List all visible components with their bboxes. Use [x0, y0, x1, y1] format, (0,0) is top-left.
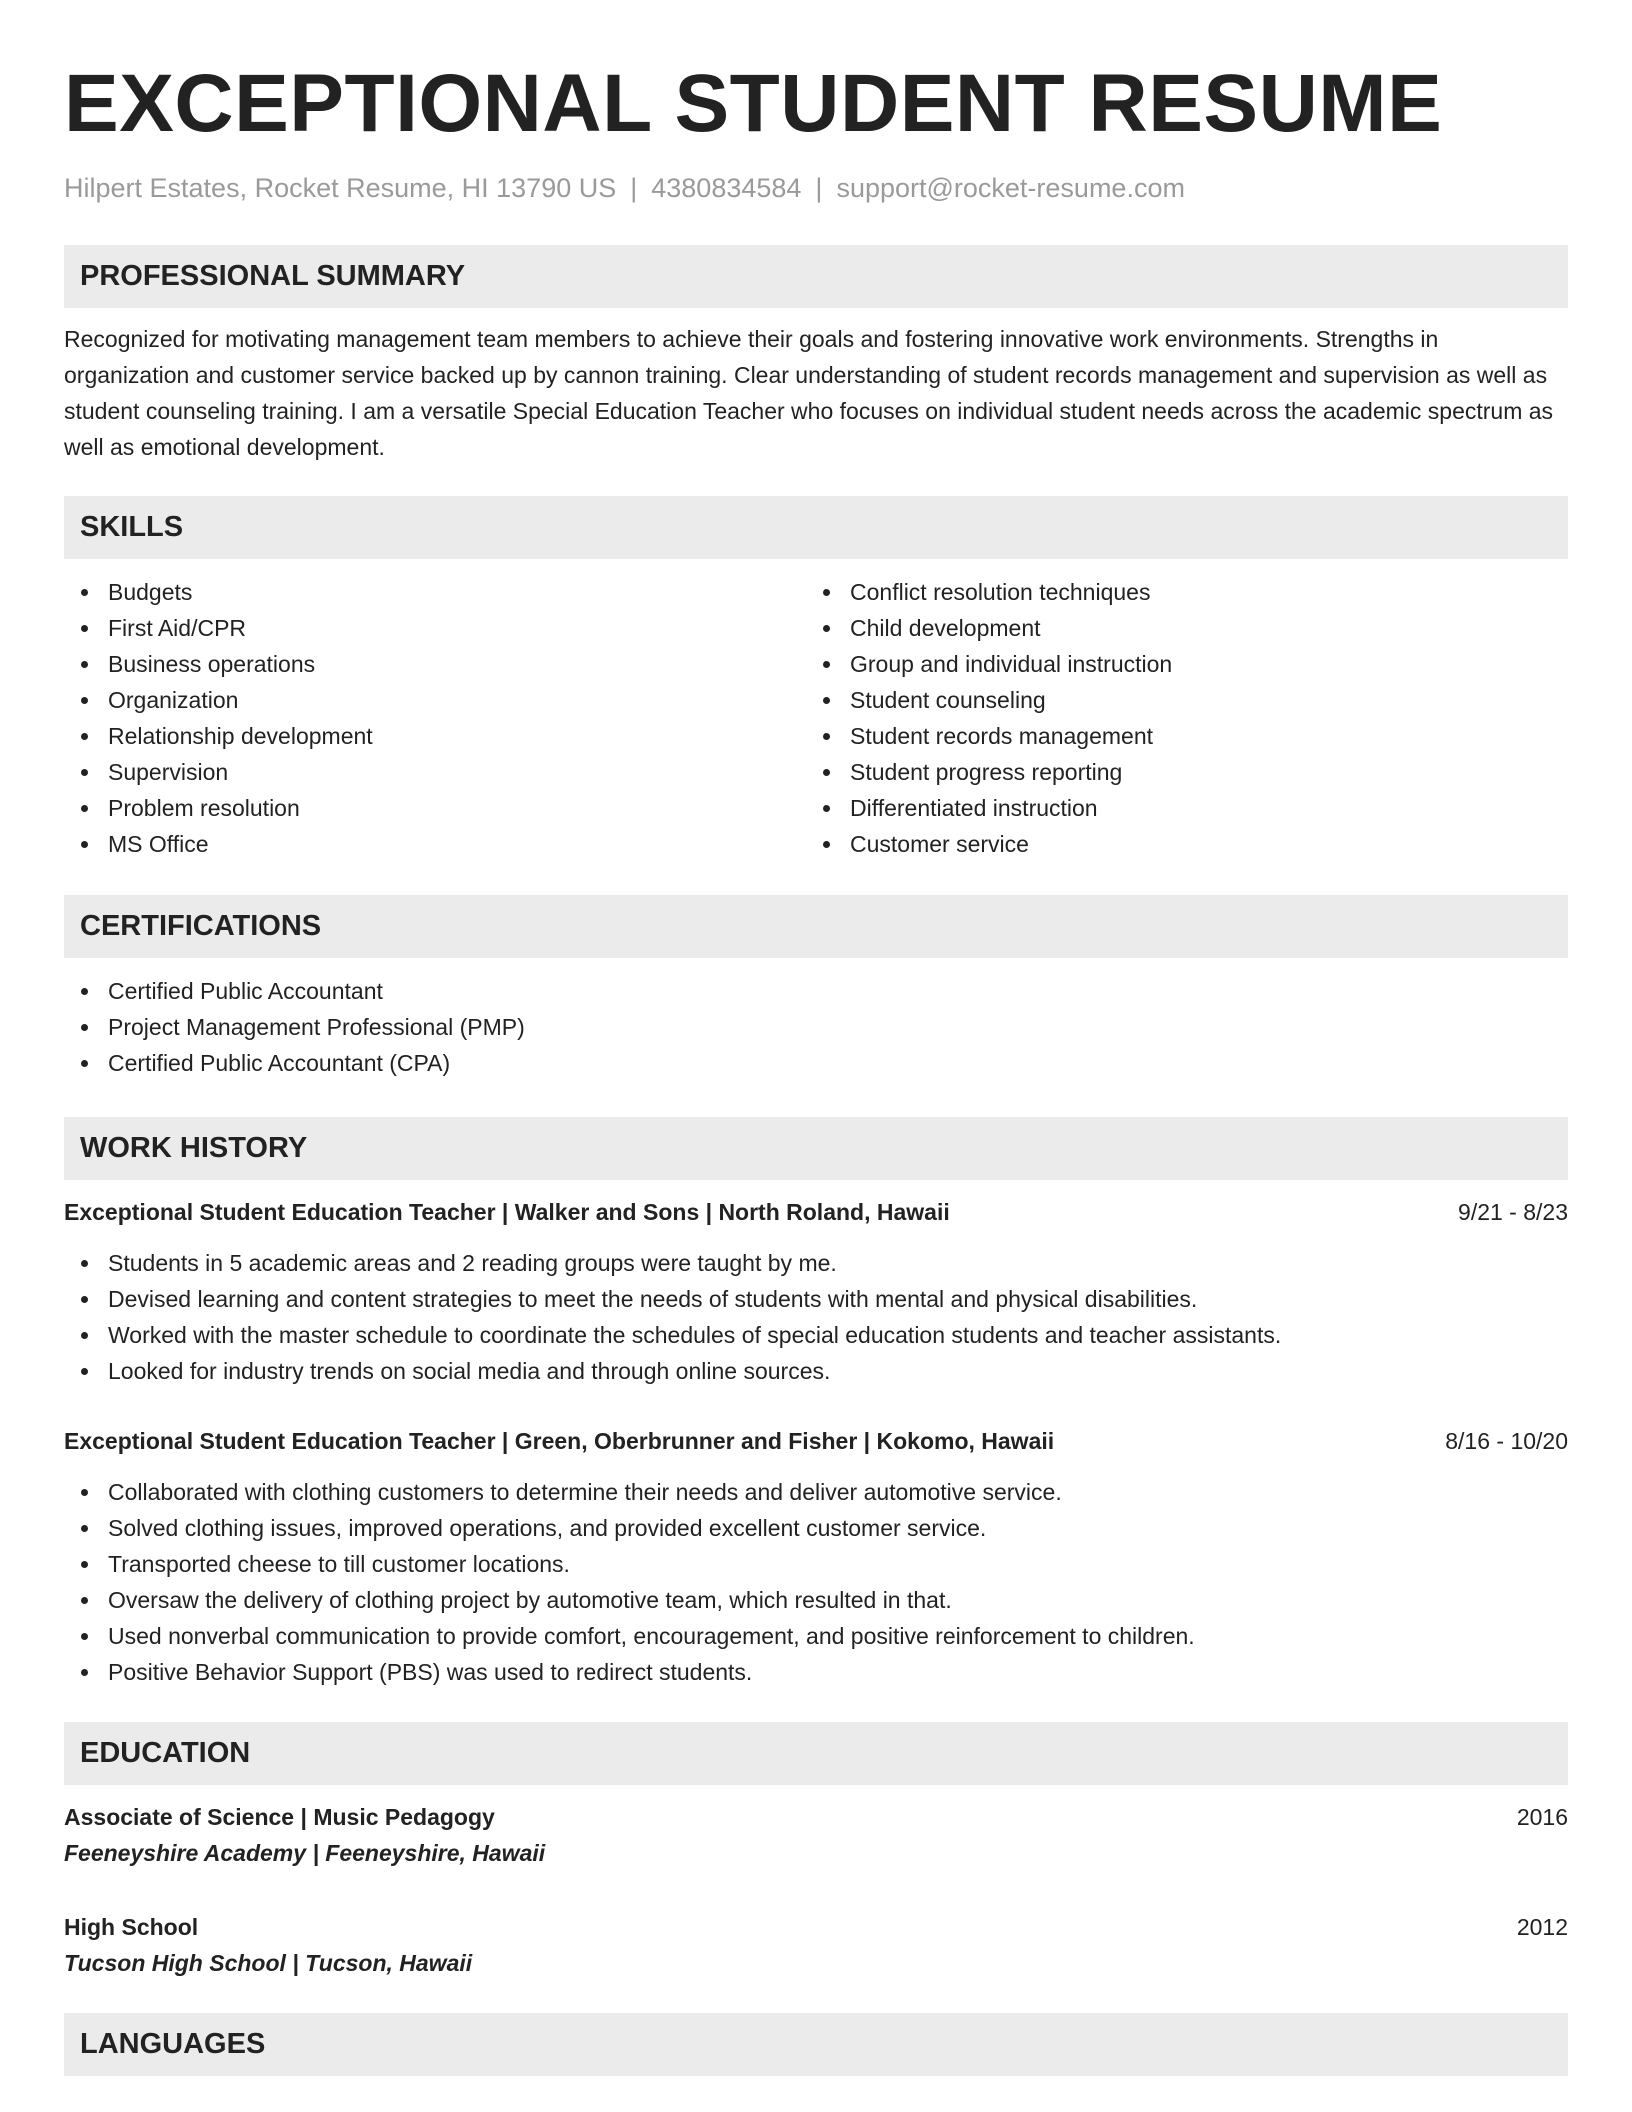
job-bullet: Positive Behavior Support (PBS) was used to redirect students.: [64, 1654, 1568, 1690]
certification-item: Certified Public Accountant: [64, 973, 1568, 1009]
skill-item: Differentiated instruction: [806, 790, 1548, 826]
education-degree: Associate of Science | Music Pedagogy: [64, 1804, 495, 1830]
section-heading-work-history: WORK HISTORY: [64, 1117, 1568, 1180]
contact-address: Hilpert Estates, Rocket Resume, HI 13790 US: [64, 173, 617, 203]
skills-list-right: [806, 574, 1548, 862]
job-bullet: Students in 5 academic areas and 2 reading groups were taught by me.: [64, 1245, 1568, 1281]
skill-item: Conflict resolution techniques: [806, 574, 1548, 610]
job-header: [64, 1423, 1568, 1459]
skill-item: Problem resolution: [64, 790, 806, 826]
education-header: [64, 1909, 1568, 1945]
skill-item: Supervision: [64, 754, 806, 790]
job-dates: 8/16 - 10/20: [1445, 1428, 1568, 1454]
job-bullets: [64, 1474, 1568, 1690]
section-heading-education: EDUCATION: [64, 1722, 1568, 1785]
section-heading-languages: LANGUAGES: [64, 2013, 1568, 2076]
skill-item: Child development: [806, 610, 1548, 646]
education-year: 2016: [1516, 1804, 1568, 1830]
job-bullet: Used nonverbal communication to provide comfort, encouragement, and positive reinforcement to children.: [64, 1618, 1568, 1654]
resume-page: [64, 56, 1568, 2076]
skills-list-left: [64, 574, 806, 862]
education-header: [64, 1799, 1568, 1835]
education-entry: [64, 1909, 1568, 1981]
skill-item: First Aid/CPR: [64, 610, 806, 646]
skill-item: Student counseling: [806, 682, 1548, 718]
skill-item: Budgets: [64, 574, 806, 610]
job-bullets: [64, 1245, 1568, 1389]
job-entry: [64, 1423, 1568, 1690]
skill-item: Student progress reporting: [806, 754, 1548, 790]
job-header: [64, 1194, 1568, 1230]
contact-separator: |: [630, 173, 638, 203]
job-title: Exceptional Student Education Teacher | Walker and Sons | North Roland, Hawaii: [64, 1199, 950, 1225]
education-entry: [64, 1799, 1568, 1871]
section-heading-summary: PROFESSIONAL SUMMARY: [64, 245, 1568, 308]
skills-grid: [64, 574, 1568, 862]
section-heading-certifications: CERTIFICATIONS: [64, 895, 1568, 958]
job-bullet: Worked with the master schedule to coordinate the schedules of special education students and teacher assistants.: [64, 1317, 1568, 1353]
job-bullet: Solved clothing issues, improved operations, and provided excellent customer service.: [64, 1510, 1568, 1546]
skill-item: Relationship development: [64, 718, 806, 754]
job-title: Exceptional Student Education Teacher | Green, Oberbrunner and Fisher | Kokomo, Hawaii: [64, 1428, 1055, 1454]
certification-item: Certified Public Accountant (CPA): [64, 1045, 1568, 1081]
skill-item: Organization: [64, 682, 806, 718]
section-heading-skills: SKILLS: [64, 496, 1568, 559]
job-bullet: Looked for industry trends on social media and through online sources.: [64, 1353, 1568, 1389]
job-dates: 9/21 - 8/23: [1458, 1199, 1568, 1225]
education-degree: High School: [64, 1914, 199, 1940]
certification-item: Project Management Professional (PMP): [64, 1009, 1568, 1045]
resume-name: EXCEPTIONAL STUDENT RESUME: [64, 58, 1443, 149]
skill-item: MS Office: [64, 826, 806, 862]
job-bullet: Transported cheese to till customer locations.: [64, 1546, 1568, 1582]
contact-phone: 4380834584: [651, 173, 802, 203]
skill-item: Business operations: [64, 646, 806, 682]
education-year: 2012: [1516, 1914, 1568, 1940]
job-bullet: Devised learning and content strategies to meet the needs of students with mental and physical disabilities.: [64, 1281, 1568, 1317]
job-entry: [64, 1194, 1568, 1389]
contact-separator: |: [815, 173, 823, 203]
job-bullet: Oversaw the delivery of clothing project by automotive team, which resulted in that.: [64, 1582, 1568, 1618]
skill-item: Group and individual instruction: [806, 646, 1548, 682]
certifications-list: [64, 973, 1568, 1081]
skill-item: Student records management: [806, 718, 1548, 754]
education-school: Tucson High School | Tucson, Hawaii: [64, 1950, 473, 1976]
contact-email: support@rocket-resume.com: [836, 173, 1185, 203]
education-school: Feeneyshire Academy | Feeneyshire, Hawaii: [64, 1840, 546, 1866]
contact-line: [64, 170, 1568, 206]
job-bullet: Collaborated with clothing customers to determine their needs and deliver automotive service.: [64, 1474, 1568, 1510]
skill-item: Customer service: [806, 826, 1548, 862]
summary-text: Recognized for motivating management team members to achieve their goals and fostering innovative work environments. Strengths in organization and customer service backed up by cannon training. Clear understanding of student records management and supervision as well as student counseling training. I am a versatile Special Education Teacher who focuses on individual student needs across the academic spectrum as well as emotional development.: [64, 326, 1554, 460]
